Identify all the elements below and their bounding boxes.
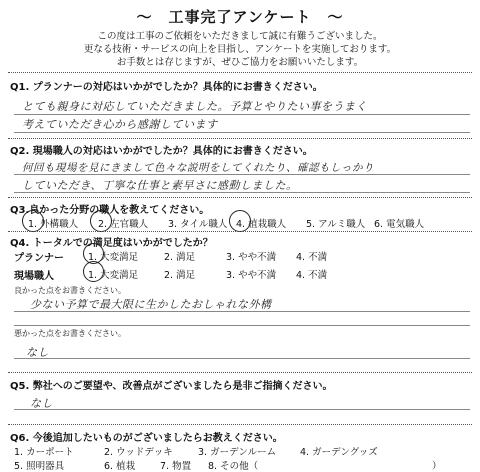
q6-other-close: ） <box>432 461 442 472</box>
q6-option-6[interactable]: 6. 植栽 <box>104 461 136 472</box>
q3-option-3[interactable]: 3. タイル職人 <box>168 219 228 230</box>
selection-circle <box>22 210 44 232</box>
planner-scale-2[interactable]: 2. 満足 <box>164 252 196 263</box>
intro-line-2: 更なる技術・サービスの向上を目指し、アンケートを実施しております。 <box>83 44 397 55</box>
q6-option-7[interactable]: 7. 物置 <box>160 461 192 472</box>
answer-rule <box>14 311 470 312</box>
bad-points-prompt: 悪かった点をお書きください。 <box>14 329 126 338</box>
divider <box>8 197 472 198</box>
q6-option-1[interactable]: 1. カーポート <box>14 447 74 458</box>
answer-rule <box>14 174 470 175</box>
divider <box>8 231 472 232</box>
divider <box>8 138 472 139</box>
q4-question: Q4. トータルでの満足度はいかがでしたか？ <box>10 238 213 249</box>
q3-option-6[interactable]: 6. 電気職人 <box>374 219 425 230</box>
q6-question: Q6. 今後追加したいものがございましたらお教えください。 <box>10 433 283 444</box>
q3-option-1[interactable]: 1. 外構職人 <box>28 219 79 230</box>
answer-rule <box>14 114 470 115</box>
q1-answer-line-2: 考えていただき心から感謝しています <box>22 118 218 131</box>
answer-rule <box>14 409 470 410</box>
selection-circle <box>90 210 112 232</box>
intro-line-3: お手数とは存じますが、ぜひご協力をお願いいたします。 <box>116 57 364 68</box>
staff-scale-4[interactable]: 4. 不満 <box>296 270 328 281</box>
q1-question: Q1. プランナーの対応はいかがでしたか？具体的にお書きください。 <box>10 82 323 93</box>
q5-answer: なし <box>30 397 53 410</box>
q3-option-4[interactable]: 4. 植栽職人 <box>236 219 287 230</box>
q6-option-2[interactable]: 2. ウッドデッキ <box>104 447 173 458</box>
divider <box>8 372 472 373</box>
bad-points-answer: なし <box>26 346 49 359</box>
q6-option-5[interactable]: 5. 照明器具 <box>14 461 65 472</box>
q2-question: Q2. 現場職人の対応はいかがでしたか？具体的にお書きください。 <box>10 146 313 157</box>
q3-option-5[interactable]: 5. アルミ職人 <box>306 219 366 230</box>
planner-label: プランナー <box>14 253 64 264</box>
q6-option-4[interactable]: 4. ガーデングッズ <box>300 447 378 458</box>
staff-label: 現場職人 <box>14 271 54 282</box>
q3-question: Q3.良かった分野の職人を教えてください。 <box>10 205 210 216</box>
q3-option-2[interactable]: 2. 左官職人 <box>98 219 149 230</box>
selection-circle <box>229 210 251 232</box>
staff-scale-3[interactable]: 3. やや不満 <box>226 270 277 281</box>
q2-answer-line-1: 何回も現場を見にきまして色々な説明をしてくれたり、確認もしっかり <box>22 162 374 174</box>
good-points-answer: 少ない予算で最大限に生かしたおしゃれな外構 <box>30 298 272 311</box>
staff-scale-2[interactable]: 2. 満足 <box>164 270 196 281</box>
answer-rule <box>14 358 470 359</box>
divider <box>8 72 472 73</box>
q2-answer-line-2: していただき、丁寧な仕事と素早さに感動しました。 <box>22 179 298 192</box>
survey-title: ～ 工事完了アンケート ～ <box>136 8 344 26</box>
staff-scale-1[interactable]: 1. 大変満足 <box>88 270 139 281</box>
q6-option-8[interactable]: 8. その他（ <box>208 461 259 472</box>
q1-answer-line-1: とても親身に対応していただきました。予算とやりたい事をうまく <box>22 100 367 113</box>
q6-option-3[interactable]: 3. ガーデンルーム <box>198 447 277 458</box>
selection-circle <box>83 261 104 282</box>
planner-scale-4[interactable]: 4. 不満 <box>296 252 328 263</box>
intro-line-1: この度は工事のご依頼をいただきまして誠に有難うございました。 <box>97 31 383 42</box>
good-points-prompt: 良かった点をお書きください。 <box>14 286 126 295</box>
q5-question: Q5. 弊社へのご要望や、改善点がございましたら是非ご指摘ください。 <box>10 381 333 392</box>
divider <box>8 424 472 425</box>
planner-scale-3[interactable]: 3. やや不満 <box>226 252 277 263</box>
answer-rule <box>14 192 470 193</box>
planner-scale-1[interactable]: 1. 大変満足 <box>88 252 139 263</box>
answer-rule <box>14 132 470 133</box>
answer-rule <box>14 325 470 326</box>
